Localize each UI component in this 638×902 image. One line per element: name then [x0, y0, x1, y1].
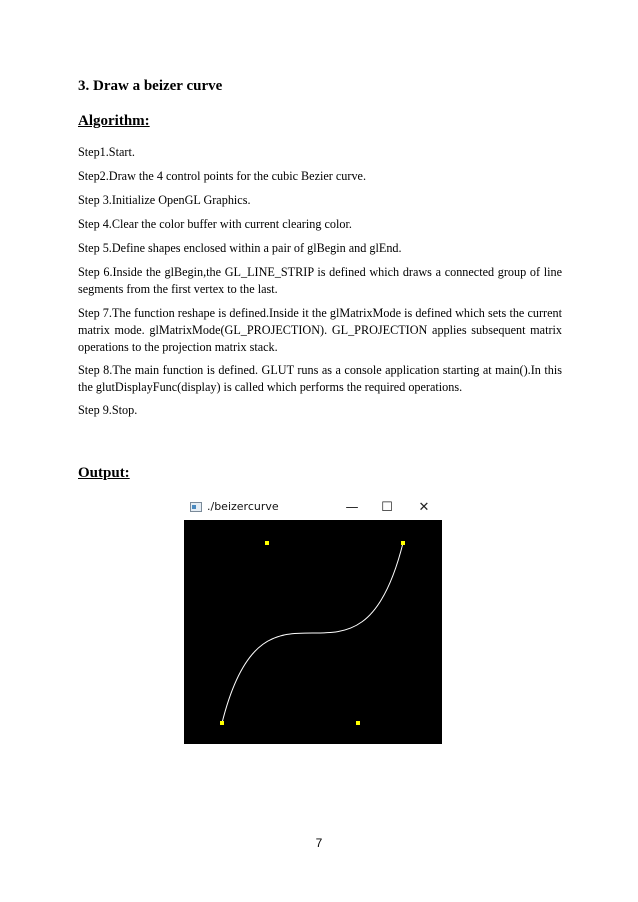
drawing-canvas	[184, 520, 442, 744]
step-4: Step 4.Clear the color buffer with current clearing color.	[78, 217, 352, 231]
algorithm-heading: Algorithm:	[78, 113, 150, 129]
section-title: 3. Draw a beizer curve	[78, 78, 223, 94]
control-point-1	[220, 721, 224, 725]
minimize-button[interactable]: —	[345, 500, 359, 515]
step-1: Step1.Start.	[78, 145, 135, 159]
step-7: Step 7.The function reshape is defined.Inside it the glMatrixMode is defined which sets the current matrix mode. glMatrixMode(GL_PROJECTION). GL_PROJECTION applies subsequent matrix operations to the projection matrix stack.	[78, 306, 562, 354]
output-window	[184, 496, 442, 744]
step-3: Step 3.Initialize OpenGL Graphics.	[78, 193, 251, 207]
step-8: Step 8.The main function is defined. GLUT runs as a console application starting at main().In this the glutDisplayFunc(display) is called which performs the required operations.	[78, 363, 562, 394]
app-icon	[190, 502, 202, 512]
close-button[interactable]: ✕	[418, 500, 430, 515]
page-number: 7	[315, 836, 323, 850]
step-5: Step 5.Define shapes enclosed within a pair of glBegin and glEnd.	[78, 241, 402, 255]
window-titlebar[interactable]	[184, 496, 442, 520]
step-6: Step 6.Inside the glBegin,the GL_LINE_STRIP is defined which draws a connected group of line segments from the first vertex to the last.	[78, 265, 562, 296]
control-point-2	[265, 541, 269, 545]
control-point-3	[356, 721, 360, 725]
window-title: ./beizercurve	[207, 500, 279, 513]
canvas-background	[184, 520, 442, 744]
maximize-button[interactable]: ☐	[381, 500, 393, 515]
output-heading: Output:	[78, 465, 130, 481]
control-point-4	[401, 541, 405, 545]
step-9: Step 9.Stop.	[78, 403, 138, 417]
step-2: Step2.Draw the 4 control points for the cubic Bezier curve.	[78, 169, 367, 183]
